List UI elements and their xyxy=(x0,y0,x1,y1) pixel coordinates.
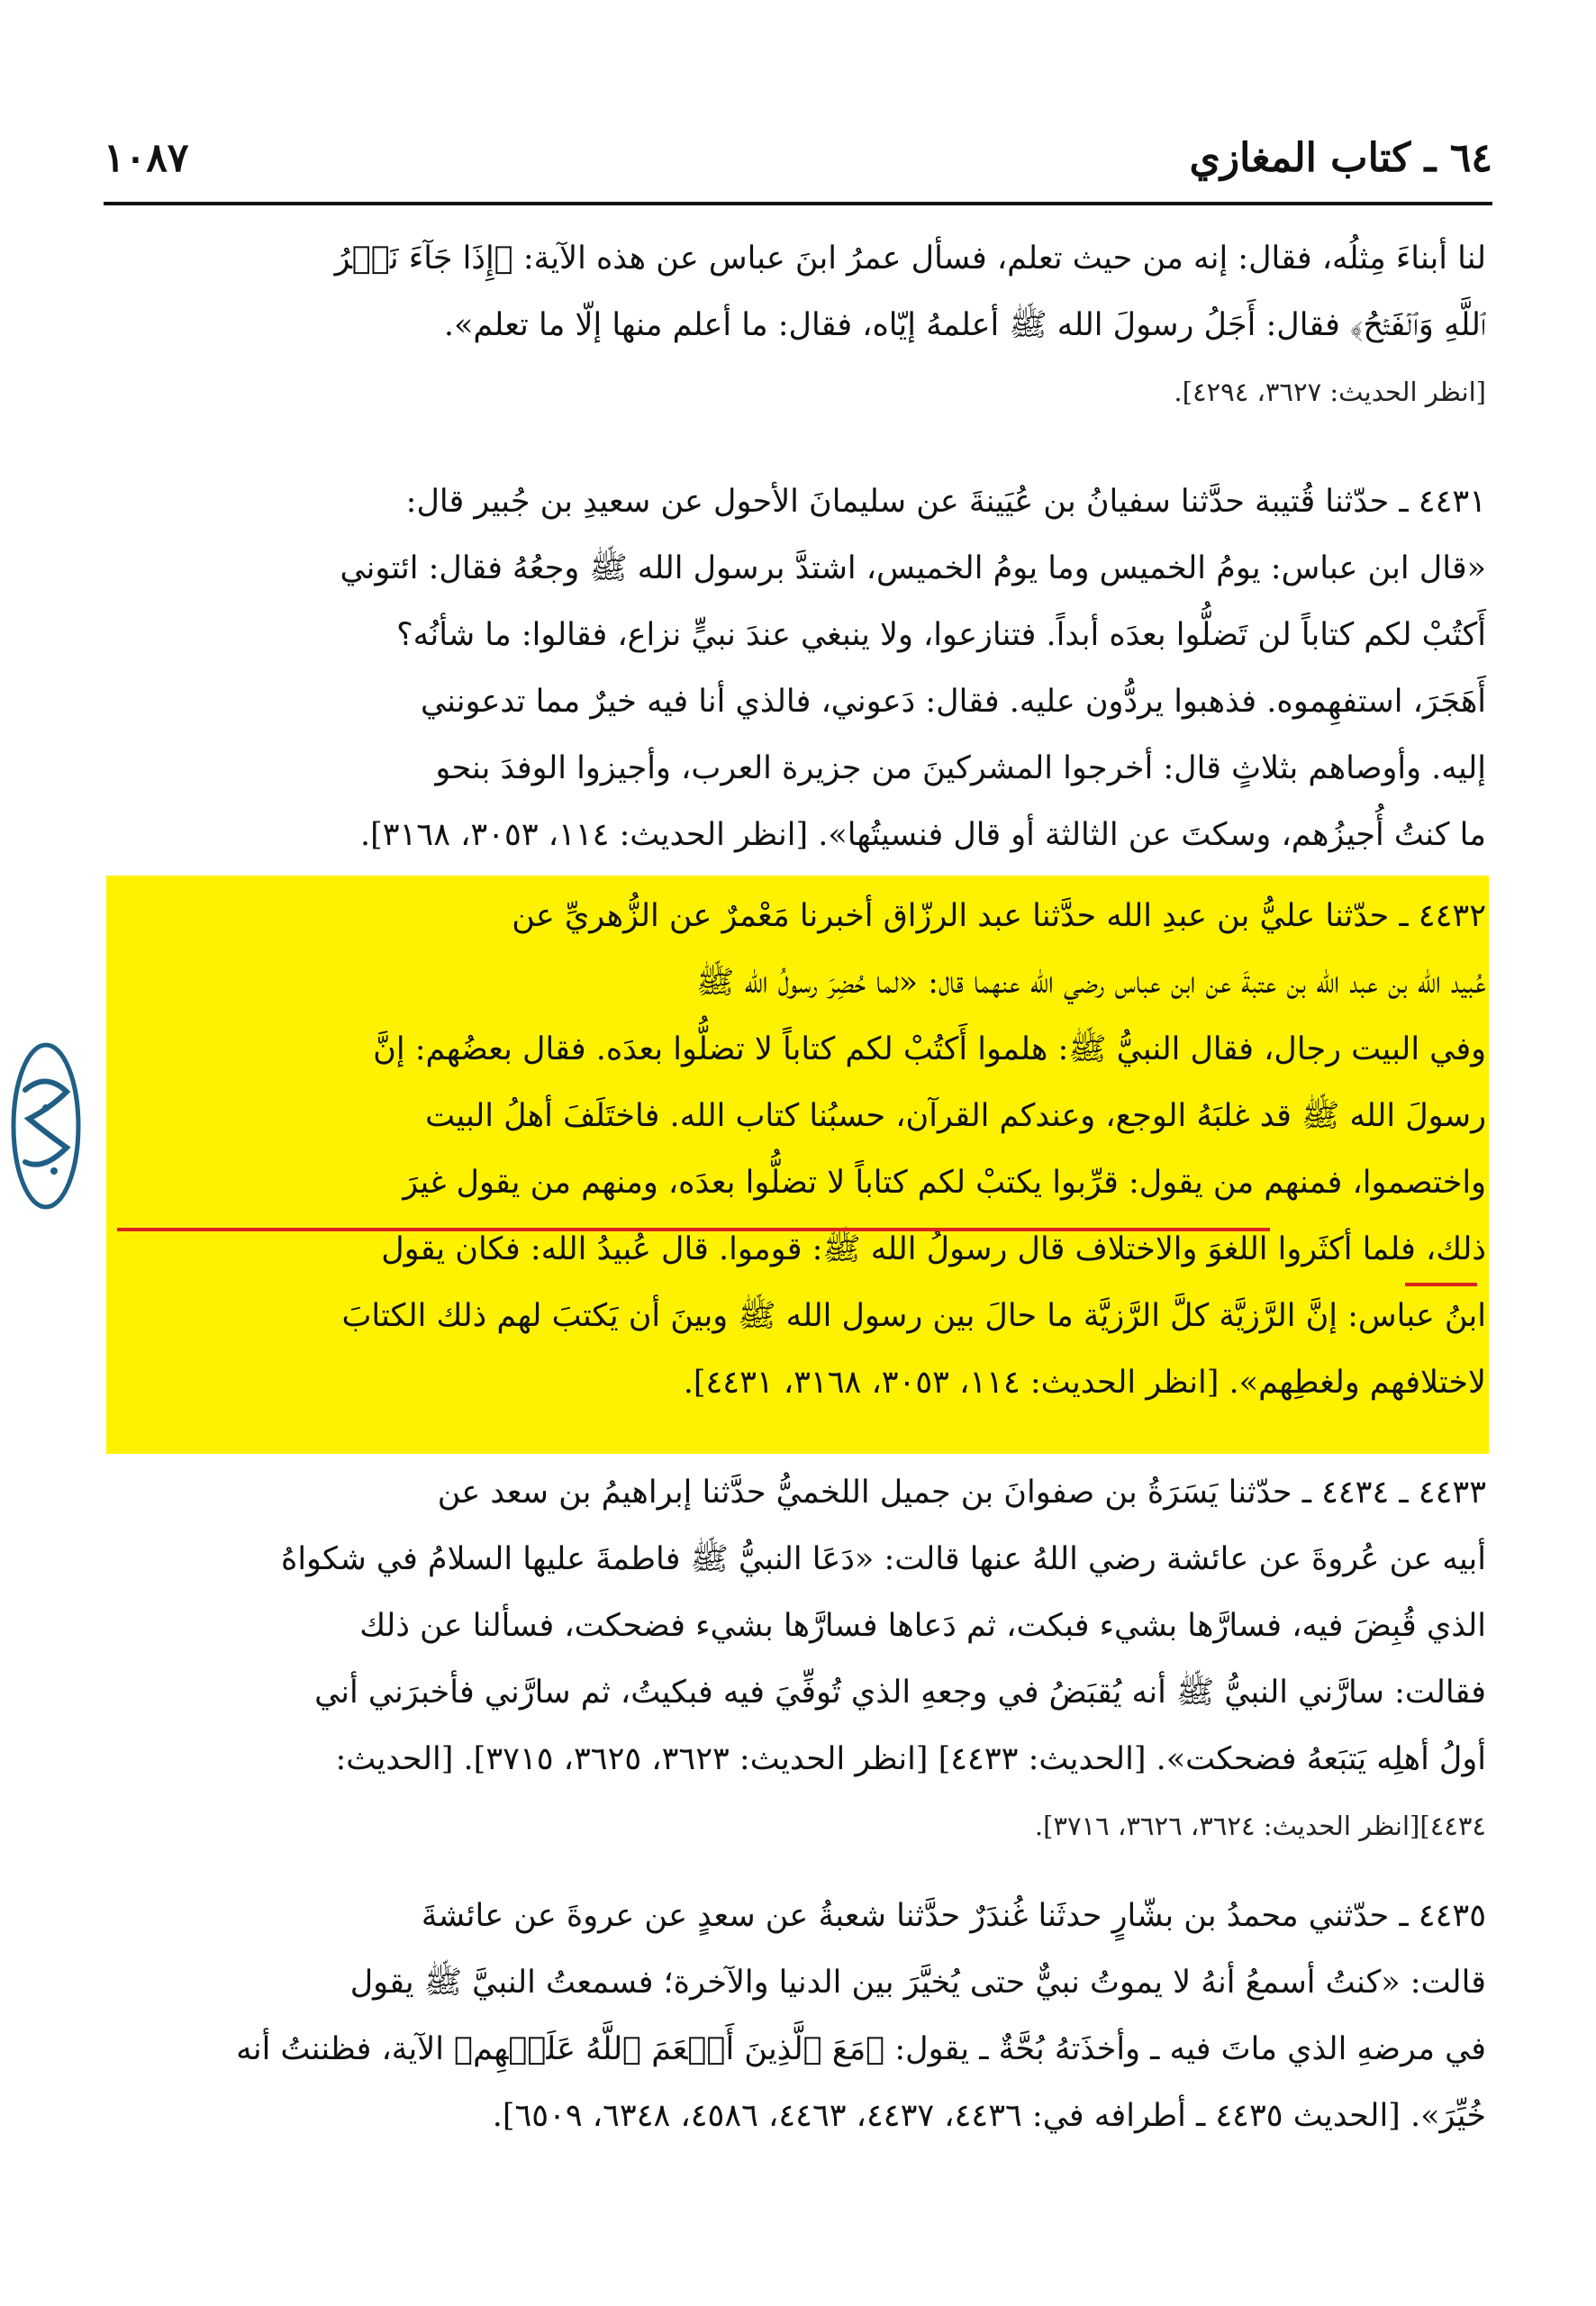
text-line: واختصموا، فمنهم من يقول: قرِّبوا يكتبْ لكم كتاباً لا تضلُّوا بعدَه، ومنهم من يقول غيرَ xyxy=(403,1165,1486,1201)
calligraphy-stamp-icon xyxy=(7,1036,85,1216)
text-line: ما كنتُ أُجيزُهم، وسكتَ عن الثالثة أو قال فنسيتُها». [انظر الحديث: ١١٤، ٣٠٥٣، ٣١٦٨]. xyxy=(360,817,1486,853)
hadith-4432 xyxy=(108,883,1486,1416)
chapter-title: ٦٤ ـ كتاب المغازي xyxy=(1189,134,1492,181)
page-number: ١٠٨٧ xyxy=(104,134,189,181)
text-line: ٱللَّهِ وَٱلۡفَتۡحُ﴾ فقال: أَجَلُ رسولَ الله ﷺ أعلمهُ إيّاه، فقال: ما أعلم منها إلّا ما تعلم». xyxy=(443,307,1486,343)
text-line: «قال ابن عباس: يومُ الخميس وما يومُ الخميس، اشتدَّ برسول الله ﷺ وجعُهُ فقال: ائتوني xyxy=(340,550,1486,586)
text-line: الذي قُبِضَ فيه، فسارَّها بشيء فبكت، ثم دَعاها فسارَّها بشيء فضحكت، فسألنا عن ذلك xyxy=(359,1608,1486,1644)
text-line: لنا أبناءَ مِثلُه، فقال: إنه من حيث تعلم، فسأل عمرُ ابنَ عباس عن هذه الآية: ﴿إِذَا جَآءَ نَصۡرُ xyxy=(334,241,1486,277)
text-line: أبيه عن عُروةَ عن عائشة رضي اللهُ عنها قالت: «دَعَا النبيُّ ﷺ فاطمةَ عليها السلامُ في شكواهُ xyxy=(280,1541,1486,1577)
reference-line: [انظر الحديث: ٣٦٢٧، ٤٢٩٤]. xyxy=(1174,377,1486,407)
text-line: أولُ أهلِه يَتبَعهُ فضحكت». [الحديث: ٤٤٣٣] [انظر الحديث: ٣٦٢٣، ٣٦٢٥، ٣٧١٥]. [الحديث: xyxy=(335,1741,1486,1777)
hadith-4435 xyxy=(108,1883,1486,2149)
text-line: ٤٤٣٢ ـ حدّثنا عليُّ بن عبدِ الله حدَّثنا عبد الرزّاق أخبرنا مَعْمرٌ عن الزُّهريِّ عن xyxy=(512,898,1486,934)
text-line: في مرضهِ الذي ماتَ فيه ـ وأخذَتهُ بُحَّةٌ ـ يقول: ﴿مَعَ ٱلَّذِينَ أَنۡعَمَ ٱللَّهُ عَلَيۡهِم﴾ الآية، فظننتُ أنه xyxy=(236,2031,1486,2067)
text-line: عُبيد الله بن عبد الله بن عتبةَ عن ابن عباس رضي الله عنهما قال: «لما حُضِرَ رسولُ الله ﷺ xyxy=(695,965,1486,1001)
text-line: لاختلافهم ولغطِهم». [انظر الحديث: ١١٤، ٣٠٥٣، ٣١٦٨، ٤٤٣١]. xyxy=(683,1365,1486,1401)
text-line: رسولَ الله ﷺ قد غلبَهُ الوجع، وعندكم القرآن، حسبُنا كتاب الله. فاختَلَفَ أهلُ البيت xyxy=(425,1098,1486,1134)
reference-line: ٤٤٣٤][انظر الحديث: ٣٦٢٤، ٣٦٢٦، ٣٧١٦]. xyxy=(1034,1811,1486,1841)
text-line: ٤٤٣٣ ـ ٤٤٣٤ ـ حدّثنا يَسَرَةُ بن صفوانَ بن جميل اللخميُّ حدَّثنا إبراهيمُ بن سعد عن xyxy=(437,1475,1486,1511)
text-line: فقالت: سارَّني النبيُّ ﷺ أنه يُقبَضُ في وجعهِ الذي تُوفِّيَ فيه فبكيتُ، ثم سارَّني فأخبرَني أني xyxy=(314,1675,1486,1711)
paragraph-continuation xyxy=(108,225,1486,425)
header-rule xyxy=(104,202,1492,205)
hadith-4433-4434 xyxy=(108,1459,1486,1859)
text-line: خُيِّرَ». [الحديث ٤٤٣٥ ـ أطرافه في: ٤٤٣٦، ٤٤٣٧، ٤٤٦٣، ٤٥٨٦، ٦٣٤٨، ٦٥٠٩]. xyxy=(492,2098,1486,2134)
text-line: أَكتُبْ لكم كتاباً لن تَضلُّوا بعدَه أبداً. فتنازعوا، ولا ينبغي عندَ نبيٍّ نزاع، فقالوا: ما شأنُه؟ xyxy=(396,617,1486,653)
text-line: ٤٤٣١ ـ حدّثنا قُتيبة حدَّثنا سفيانُ بن عُيَينةَ عن سليمانَ الأحول عن سعيدِ بن جُبير قال: xyxy=(405,484,1486,520)
text-line: وفي البيت رجال، فقال النبيُّ ﷺ: هلموا أَكتُبْ لكم كتاباً لا تضلُّوا بعدَه. فقال بعضُهم: إنَّ xyxy=(373,1031,1486,1067)
hadith-4431 xyxy=(108,468,1486,868)
red-underline xyxy=(117,1228,1270,1231)
text-line: أَهَجَرَ، استفهِموه. فذهبوا يردُّون عليه. فقال: دَعوني، فالذي أنا فيه خيرٌ مما تدعونني xyxy=(420,684,1486,720)
text-line: ابنُ عباس: إنَّ الرَّزيَّة كلَّ الرَّزيَّة ما حالَ بين رسول الله ﷺ وبينَ أن يَكتبَ لهم ذلك الكتابَ xyxy=(341,1298,1486,1334)
page-header xyxy=(104,126,1492,189)
text-line: ٤٤٣٥ ـ حدّثني محمدُ بن بشّارٍ حدثَنا غُندَرٌ حدَّثنا شعبةُ عن سعدٍ عن عروةَ عن عائشةَ xyxy=(421,1898,1486,1934)
text-line: إليه. وأوصاهم بثلاثٍ قال: أخرجوا المشركينَ من جزيرة العرب، وأجيزوا الوفدَ بنحو xyxy=(435,750,1486,786)
text-line: قالت: «كنتُ أسمعُ أنهُ لا يموتُ نبيٌّ حتى يُخيَّرَ بين الدنيا والآخرة؛ فسمعتُ النبيَّ ﷺ يقول xyxy=(349,1965,1486,2001)
red-underline-continued xyxy=(1405,1283,1477,1286)
text-line: ذلك، فلما أكثَروا اللغوَ والاختلاف قال رسولُ الله ﷺ: قوموا. قال عُبيدُ الله: فكان يقول xyxy=(381,1231,1486,1267)
